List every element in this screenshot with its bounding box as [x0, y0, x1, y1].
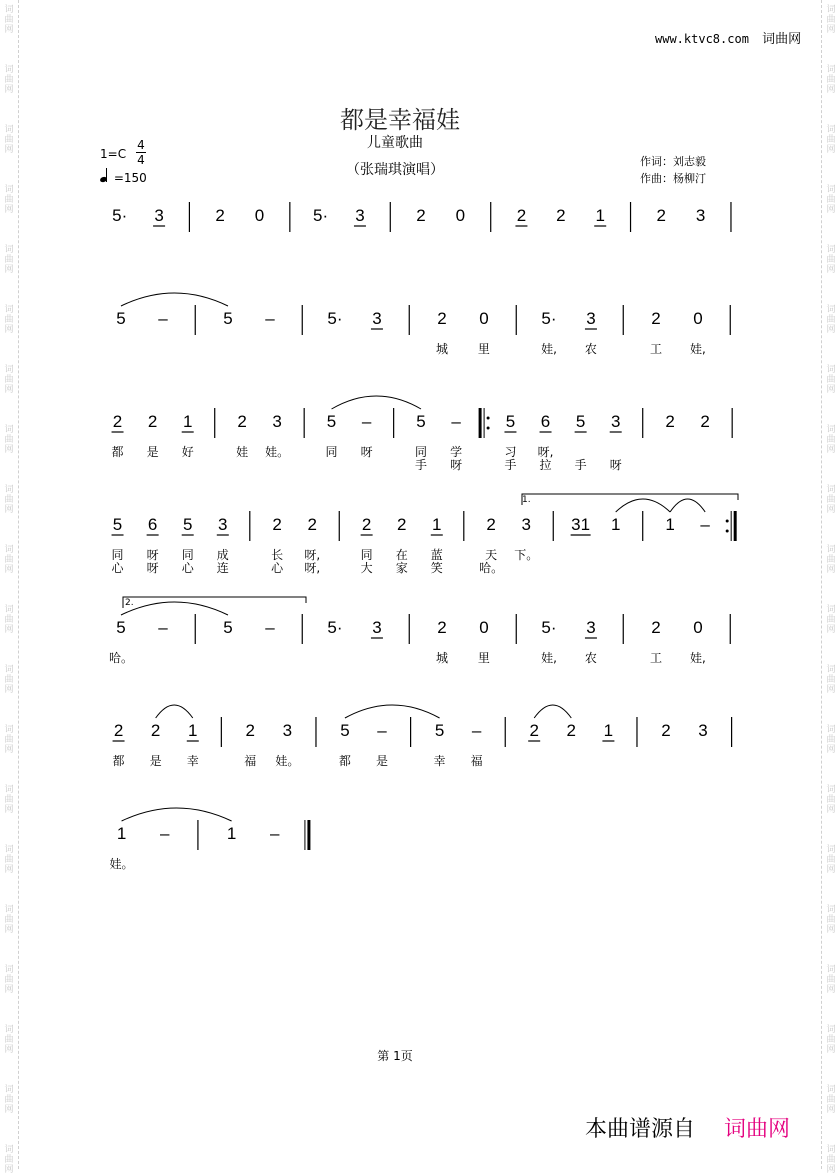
lyric-line-1: 都 [112, 754, 125, 768]
watermark-text: 词 曲 网 [826, 185, 836, 215]
note: 1 [182, 412, 193, 431]
note: 2 [651, 309, 661, 328]
lyric-line-1: 哈。 [108, 651, 133, 665]
note: 6 [540, 412, 551, 431]
song-singer: （张瑞琪演唱） [346, 162, 444, 178]
watermark-text: 词 曲 网 [4, 485, 14, 515]
lyric-line-2: 家 [395, 561, 408, 575]
watermark-text: 词 曲 网 [4, 965, 14, 995]
song-title: 都是幸福娃 [340, 106, 460, 134]
lyric-line-1: 农 [584, 651, 597, 665]
repeat-dot [487, 427, 490, 430]
note: 2 [529, 721, 539, 740]
slur-arc [122, 808, 232, 821]
note: 5 [505, 412, 516, 431]
lyric-line-1: 在 [395, 548, 408, 562]
slur-arc [616, 499, 670, 512]
note: 1 [603, 721, 614, 740]
note: 3 [355, 206, 365, 225]
watermark-text: 词 曲 网 [826, 665, 836, 695]
lyric-line-1: 幸 [186, 754, 199, 768]
lyric-line-1: 娃。 [265, 445, 290, 459]
note: 6 [147, 515, 158, 534]
lyric-line-1: 是 [376, 754, 389, 768]
note: 3 [695, 206, 706, 225]
lyric-line-2: 呀 [146, 561, 159, 575]
note: 2 [656, 206, 666, 225]
note: 3 [218, 515, 228, 534]
lyric-line-1: 同 [325, 445, 338, 459]
note: 5 [416, 412, 426, 431]
lyric-line-1: 下。 [514, 548, 539, 562]
lyric-line-1: 福 [470, 754, 483, 768]
watermark-text: 词 曲 网 [4, 1025, 14, 1055]
composer-credit: 作曲：杨柳汀 [640, 172, 706, 185]
note: 2 [661, 721, 671, 740]
note: – [265, 309, 275, 328]
time-signature-top: 4 [137, 138, 145, 152]
lyric-line-1: 都 [111, 445, 124, 459]
note: 5· [541, 618, 557, 637]
note: 3 [521, 515, 531, 534]
volta-1-bracket [522, 494, 738, 505]
lyric-line-1: 娃, [690, 342, 706, 356]
watermark-text: 词 曲 网 [826, 305, 836, 335]
lyric-line-1: 福 [244, 754, 257, 768]
page-number: 第 1页 [377, 1049, 413, 1063]
watermark-text: 词 曲 网 [4, 785, 14, 815]
note: – [158, 309, 168, 328]
lyric-line-2: 呀 [609, 458, 622, 472]
slur-arc [332, 396, 421, 409]
note: 2 [700, 412, 710, 431]
note: 5 [182, 515, 193, 534]
lyric-line-1: 蓝 [430, 548, 443, 562]
watermark-text: 词 曲 网 [826, 485, 836, 515]
watermark-text: 词 曲 网 [4, 605, 14, 635]
watermark-text: 词 曲 网 [826, 1085, 836, 1115]
note: 3 [586, 309, 596, 328]
note: 5· [313, 206, 329, 225]
note: 3 [372, 618, 382, 637]
note: 5 [112, 515, 123, 534]
note: 5 [575, 412, 586, 431]
lyric-line-2: 心 [271, 561, 284, 575]
note: – [451, 412, 461, 431]
note: 1 [116, 824, 127, 843]
note: 2 [651, 618, 661, 637]
site-name[interactable]: 词曲网 [762, 32, 802, 47]
note: 3 [586, 618, 596, 637]
lyricist-credit: 作词：刘志毅 [640, 155, 706, 168]
note: 2 [147, 412, 158, 431]
lyric-line-1: 城 [435, 342, 448, 356]
watermark-text: 词 曲 网 [4, 5, 14, 35]
watermark-text: 词 曲 网 [826, 905, 836, 935]
note: 2 [245, 721, 256, 740]
note: 1 [595, 206, 605, 225]
site-url[interactable]: www.ktvc8.com [655, 32, 749, 46]
watermark-text: 词 曲 网 [4, 1145, 14, 1175]
note: – [377, 721, 387, 740]
volta-2-label: 2. [125, 598, 134, 608]
time-signature-bottom: 4 [137, 153, 145, 167]
lyric-line-2: 笑 [430, 561, 443, 575]
source-label: 本曲谱源自 [585, 1117, 696, 1142]
lyric-line-1: 娃, [541, 651, 557, 665]
note: 2 [396, 515, 407, 534]
note: 2 [215, 206, 225, 225]
lyric-line-1: 娃, [541, 342, 557, 356]
note: 0 [693, 618, 703, 637]
note: 2 [150, 721, 161, 740]
note: 2 [486, 515, 496, 534]
note: 1 [226, 824, 237, 843]
note: 5· [112, 206, 128, 225]
lyric-line-1: 是 [149, 754, 162, 768]
watermark-text: 词 曲 网 [4, 1085, 14, 1115]
note: 0 [693, 309, 703, 328]
note: 0 [479, 309, 489, 328]
lyric-line-1: 城 [435, 651, 448, 665]
note: 2 [516, 206, 527, 225]
source-site-link[interactable]: 词曲网 [724, 1117, 791, 1142]
watermark-text: 词 曲 网 [4, 905, 14, 935]
slur-arc [670, 499, 705, 512]
lyric-line-1: 娃 [236, 445, 249, 459]
note: 1 [188, 721, 198, 740]
lyric-line-1: 娃。 [109, 857, 134, 871]
lyric-line-1: 呀 [360, 445, 373, 459]
lyric-line-1: 习 [504, 445, 517, 459]
note: 2 [307, 515, 317, 534]
lyric-line-2: 心 [111, 561, 124, 575]
watermark-text: 词 曲 网 [826, 5, 836, 35]
lyric-line-1: 工 [649, 651, 662, 665]
lyric-line-1: 同 [181, 548, 194, 562]
repeat-dot [726, 520, 729, 523]
note: 3 [272, 412, 282, 431]
lyric-line-1: 长 [271, 548, 284, 562]
slur-arc [534, 705, 571, 718]
watermark-text: 词 曲 网 [826, 605, 836, 635]
note: 2 [566, 721, 577, 740]
note: 2 [272, 515, 282, 534]
note: 5 [434, 721, 445, 740]
note: 2 [437, 618, 447, 637]
slur-arc [345, 705, 440, 718]
note: – [265, 618, 275, 637]
slur-arc [156, 705, 193, 718]
note: 2 [113, 721, 124, 740]
lyric-line-1: 幸 [433, 754, 446, 768]
lyric-line-1: 里 [477, 651, 490, 665]
lyric-line-1: 娃。 [275, 754, 300, 768]
watermark-text: 词 曲 网 [826, 845, 836, 875]
watermark-text: 词 曲 网 [4, 425, 14, 455]
watermark-text: 词 曲 网 [4, 185, 14, 215]
lyric-line-2: 大 [360, 561, 373, 575]
note: 2 [437, 309, 447, 328]
lyric-line-2: 手 [574, 458, 587, 472]
note: 5 [223, 309, 233, 328]
song-subtitle: 儿童歌曲 [367, 135, 423, 151]
watermark-text: 词 曲 网 [826, 425, 836, 455]
lyric-line-2: 呀 [450, 458, 463, 472]
note: 3 [698, 721, 708, 740]
note: 0 [254, 206, 265, 225]
lyric-line-1: 娃, [690, 651, 706, 665]
tempo-value: =150 [113, 171, 147, 185]
lyric-line-2: 呀, [304, 561, 321, 575]
note: 5 [326, 412, 337, 431]
repeat-dot [726, 530, 729, 533]
note: 2 [361, 515, 372, 534]
slur-arc [121, 602, 228, 615]
watermark-text: 词 曲 网 [826, 65, 836, 95]
note: 2 [556, 206, 566, 225]
lyric-line-1: 好 [181, 445, 194, 459]
note: 2 [237, 412, 247, 431]
note: 5· [541, 309, 557, 328]
watermark-text: 词 曲 网 [826, 125, 836, 155]
note: 3 [610, 412, 621, 431]
watermark-text: 词 曲 网 [826, 365, 836, 395]
lyric-line-1: 呀, [537, 445, 554, 459]
note: 5· [327, 618, 343, 637]
note: 0 [455, 206, 466, 225]
note: – [158, 618, 168, 637]
watermark-text: 词 曲 网 [4, 665, 14, 695]
note: 3 [282, 721, 293, 740]
lyric-line-2: 连 [216, 561, 229, 575]
watermark-text: 词 曲 网 [826, 1025, 836, 1055]
watermark-text: 词 曲 网 [826, 965, 836, 995]
lyric-line-1: 天 [485, 548, 498, 562]
lyric-line-1: 里 [477, 342, 490, 356]
watermark-text: 词 曲 网 [4, 65, 14, 95]
note: 2 [112, 412, 123, 431]
lyric-line-1: 农 [584, 342, 597, 356]
note: 1 [665, 515, 675, 534]
watermark-text: 词 曲 网 [826, 785, 836, 815]
lyric-line-2: 手 [414, 458, 428, 472]
note: 2 [665, 412, 675, 431]
watermark-text: 词 曲 网 [4, 365, 14, 395]
lyric-line-1: 工 [649, 342, 662, 356]
lyric-line-2: 拉 [539, 458, 552, 472]
note: 5 [223, 618, 233, 637]
lyric-line-2: 哈。 [479, 561, 504, 575]
note: 5 [116, 309, 126, 328]
note: – [700, 515, 710, 534]
note: – [269, 824, 280, 843]
lyric-line-1: 呀, [304, 548, 321, 562]
lyric-line-1: 同 [414, 445, 428, 459]
note: 5 [340, 721, 350, 740]
lyric-line-1: 成 [216, 548, 229, 562]
watermark-text: 词 曲 网 [4, 845, 14, 875]
lyric-line-1: 学 [450, 445, 463, 459]
watermark-text: 词 曲 网 [4, 245, 14, 275]
volta-1-label: 1. [522, 495, 531, 505]
note: 5· [327, 309, 343, 328]
watermark-text: 词 曲 网 [4, 545, 14, 575]
watermark-text: 词 曲 网 [826, 1145, 836, 1175]
note: 2 [416, 206, 426, 225]
note: 0 [479, 618, 489, 637]
note: 3 [372, 309, 382, 328]
note: 3 [154, 206, 164, 225]
watermark-text: 词 曲 网 [826, 545, 836, 575]
watermark-text: 词 曲 网 [826, 725, 836, 755]
lyric-line-2: 手 [504, 458, 517, 472]
watermark-text: 词 曲 网 [4, 125, 14, 155]
lyric-line-1: 是 [146, 445, 159, 459]
watermark-text: 词 曲 网 [826, 245, 836, 275]
note: 5 [116, 618, 126, 637]
key-signature: 1=C [100, 147, 127, 161]
lyric-line-2: 心 [181, 561, 194, 575]
volta-2-bracket [123, 597, 306, 608]
repeat-dot [487, 417, 490, 420]
lyric-line-1: 都 [338, 754, 351, 768]
watermark-text: 词 曲 网 [4, 725, 14, 755]
note: – [471, 721, 482, 740]
note: 1 [432, 515, 442, 534]
watermark-text: 词 曲 网 [4, 305, 14, 335]
note: – [361, 412, 372, 431]
note: 31 [571, 515, 591, 534]
lyric-line-1: 呀 [146, 548, 159, 562]
lyric-line-1: 同 [360, 548, 373, 562]
slur-arc [121, 293, 228, 306]
lyric-line-1: 同 [111, 548, 124, 562]
note: 1 [610, 515, 621, 534]
note: – [159, 824, 170, 843]
